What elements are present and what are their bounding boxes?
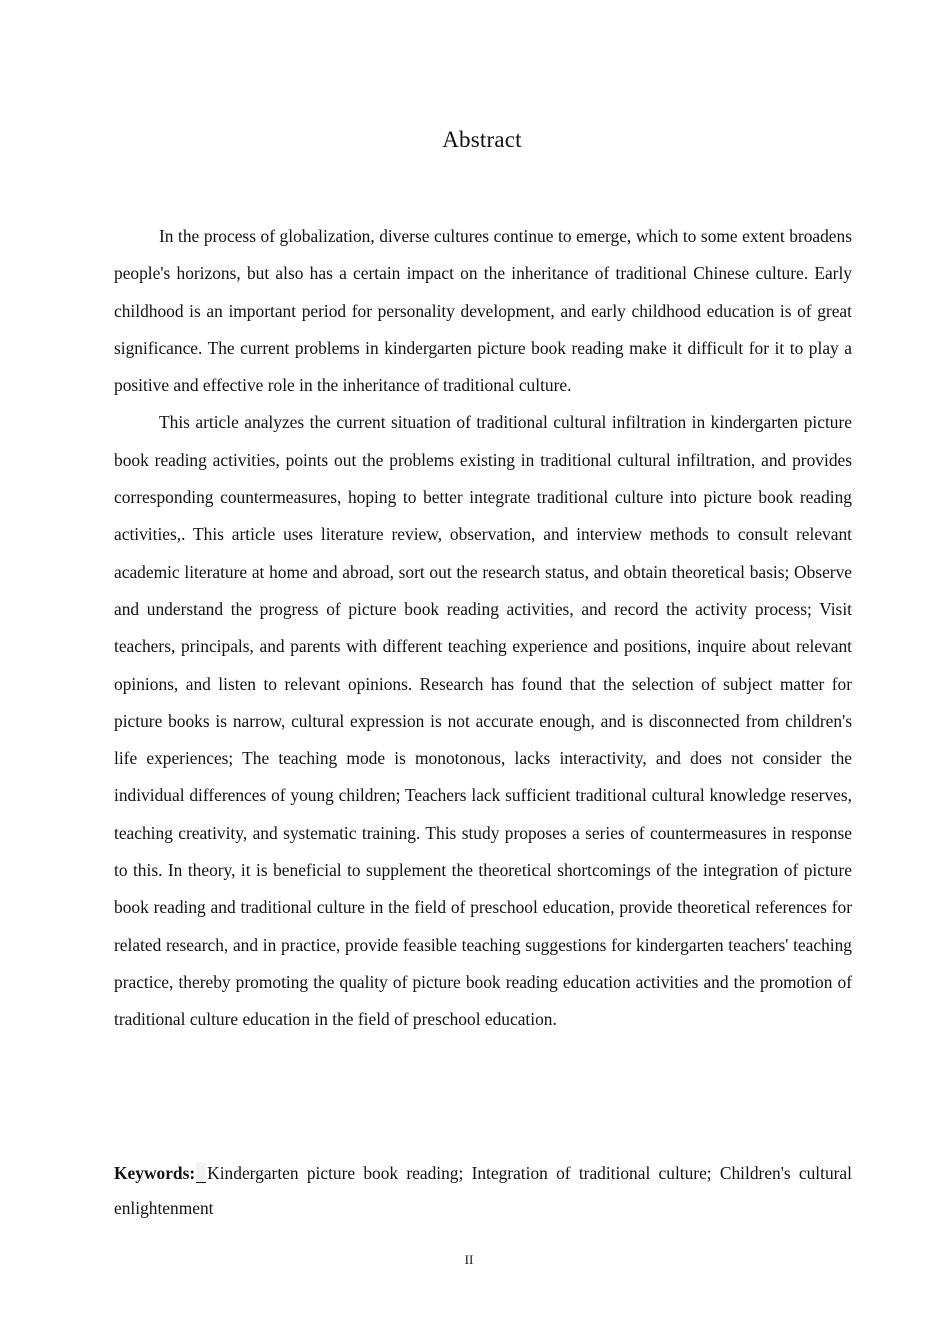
abstract-paragraph-1: In the process of globalization, diverse cultures continue to emerge, which to some extent broadens people's horizons, but also has a certain impact on the inheritance of traditional Chinese culture. Early childhood is an important period for personality development, and early childhood education is of great significance. The current problems in kindergarten picture book reading make it difficult for it to play a positive and effective role in the inheritance of traditional culture. <box>114 226 852 396</box>
abstract-title: Abstract <box>442 127 522 152</box>
keywords-text: Kindergarten picture book reading; Integration of traditional culture; Children's cultural enlightenment <box>114 1163 852 1218</box>
abstract-paragraph-2: This article analyzes the current situation of traditional cultural infiltration in kindergarten picture book reading activities, points out the problems existing in traditional cultural infiltration, and provides corresponding countermeasures, hoping to better integrate traditional culture into picture book reading activities,. This article uses literature review, observation, and interview methods to consult relevant academic literature at home and abroad, sort out the research status, and obtain theoretical basis; Observe and understand the progress of picture book reading activities, and record the activity process; Visit teachers, principals, and parents with different teaching experience and positions, inquire about relevant opinions, and listen to relevant opinions. Research has found that the selection of subject matter for picture books is narrow, cultural expression is not accurate enough, and is disconnected from children's life experiences; The teaching mode is monotonous, lacks interactivity, and does not consider the individual differences of young children; Teachers lack sufficient traditional cultural knowledge reserves, teaching creativity, and systematic training. This study proposes a series of countermeasures in response to this. In theory, it is beneficial to supplement the theoretical shortcomings of the integration of picture book reading and traditional culture in the field of preschool education, provide theoretical references for related research, and in practice, provide feasible teaching suggestions for kindergarten teachers' teaching practice, thereby promoting the quality of picture book reading education activities and the promotion of traditional culture education in the field of preschool education. <box>114 412 852 1030</box>
keywords-label: Keywords: <box>114 1163 196 1183</box>
abstract-body <box>114 218 852 1039</box>
keywords-marker <box>196 1162 206 1183</box>
page-number: II <box>464 1252 474 1267</box>
keywords-section <box>114 1156 852 1226</box>
